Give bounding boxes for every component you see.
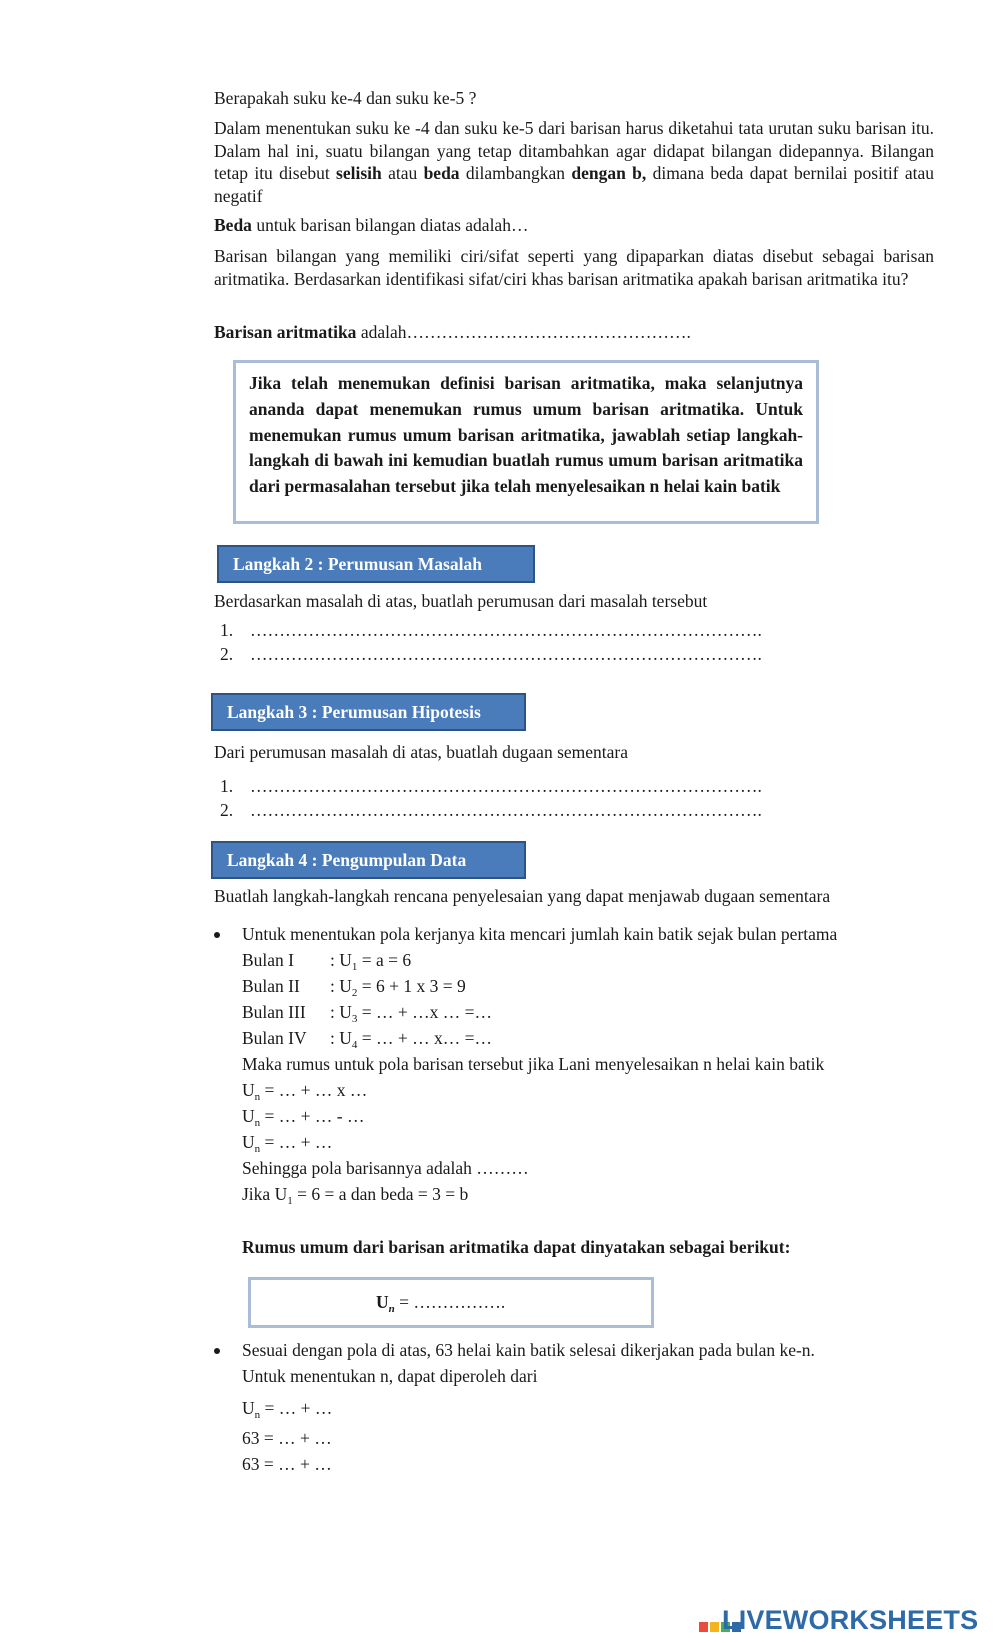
logo-square-yellow xyxy=(710,1622,719,1632)
un-line-2: $U_n$ = … + … - … xyxy=(242,1106,365,1129)
definition-box xyxy=(233,360,819,524)
liveworksheets-logo xyxy=(698,1605,978,1635)
formula-answer-box[interactable] xyxy=(248,1277,654,1328)
barisan-definition-blank: Barisan aritmatika adalah…………………………………………. xyxy=(214,322,691,342)
step-3-item-2-blank: ……………………………………………………………………………. xyxy=(250,800,762,820)
maka-text: Maka rumus untuk pola barisan tersebut jika Lani menyelesaikan n helai kain batik xyxy=(242,1054,825,1074)
final-un-line: $U_n$ = … + … xyxy=(242,1398,333,1421)
step-2-item-1-num: 1. xyxy=(220,620,234,640)
step-2-header: Langkah 2 : Perumusan Masalah xyxy=(217,545,535,583)
step-3-item-1-num: 1. xyxy=(220,776,234,796)
month-2-label: Bulan II xyxy=(242,976,300,996)
bullet-2-line-1: Sesuai dengan pola di atas, 63 helai kain batik selesai dikerjakan pada bulan ke-n. xyxy=(242,1340,815,1360)
step-3-header: Langkah 3 : Perumusan Hipotesis xyxy=(211,693,526,731)
step-4-header: Langkah 4 : Pengumpulan Data xyxy=(211,841,526,879)
un-line-1: $U_n$ = … + … x … xyxy=(242,1080,368,1103)
month-1-label: Bulan I xyxy=(242,950,295,970)
formula-text: $U_n$ = ……………. xyxy=(376,1292,506,1315)
definition-box-text: Jika telah menemukan definisi barisan aritmatika, maka selanjutnya ananda dapat menemukan rumus umum barisan aritmatika. Untuk menemukan rumus umum barisan aritmatika, jawablah setiap langkah-langkah di bawah ini kemudian buatlah rumus umum barisan aritmatika dari permasalahan tersebut jika telah menyelesaikan n helai kain batik xyxy=(249,373,803,497)
month-4-formula: : $U_4$ = … + … x… =… xyxy=(330,1028,492,1051)
jika-text: Jika $U_1 = 6 = a$ dan beda = 3 = b xyxy=(242,1184,469,1207)
explanation-paragraph: Dalam menentukan suku ke -4 dan suku ke-5 dari barisan harus diketahui tata urutan suku barisan itu. Dalam hal ini, suatu bilangan yang tetap ditambahkan agar didapat bilangan didepannya. Bilangan tetap itu disebut selisih atau beda dilambangkan dengan b, dimana beda dapat bernilai positif atau negatif xyxy=(214,118,934,206)
barisan-paragraph: Barisan bilangan yang memiliki ciri/sifat seperti yang dipaparkan diatas disebut sebagai barisan aritmatika. Berdasarkan identifikasi sifat/ciri khas barisan aritmatika apakah barisan aritmatika itu? xyxy=(214,246,934,289)
un-line-3: $U_n$ = … + … xyxy=(242,1132,333,1155)
step-3-item-2-num: 2. xyxy=(220,800,234,820)
bullet-1-text: Untuk menentukan pola kerjanya kita mencari jumlah kain batik sejak bulan pertama xyxy=(242,924,838,944)
final-line-1: 63 = … + … xyxy=(242,1428,332,1448)
step-3-instruction: Dari perumusan masalah di atas, buatlah dugaan sementara xyxy=(214,742,629,762)
month-3-formula: : $U_3$ = … + …x … =… xyxy=(330,1002,492,1025)
step-3-item-1-blank: ……………………………………………………………………………. xyxy=(250,776,762,796)
step-4-instruction: Buatlah langkah-langkah rencana penyelesaian yang dapat menjawab dugaan sementara xyxy=(214,886,831,906)
step-2-item-2-num: 2. xyxy=(220,644,234,664)
logo-grid-icon xyxy=(698,1609,720,1633)
bullet-2-line-2: Untuk menentukan n, dapat diperoleh dari xyxy=(242,1366,538,1386)
month-4-label: Bulan IV xyxy=(242,1028,307,1048)
step-2-instruction: Berdasarkan masalah di atas, buatlah perumusan dari masalah tersebut xyxy=(214,591,708,611)
bullet-2 xyxy=(214,1348,220,1354)
question-text: Berapakah suku ke-4 dan suku ke-5 ? xyxy=(214,88,477,108)
month-2-formula: : $U_2 = 6 + 1$ x 3 = 9 xyxy=(330,976,466,999)
month-1-formula: : $U_1 = a = 6$ xyxy=(330,950,412,973)
sehingga-text: Sehingga pola barisannya adalah ……… xyxy=(242,1158,529,1178)
step-2-item-2-blank: ……………………………………………………………………………. xyxy=(250,644,762,664)
step-2-item-1-blank: ……………………………………………………………………………. xyxy=(250,620,762,640)
final-line-2: 63 = … + … xyxy=(242,1454,332,1474)
logo-square-red xyxy=(699,1622,708,1632)
bullet-1 xyxy=(214,932,220,938)
rumus-heading: Rumus umum dari barisan aritmatika dapat dinyatakan sebagai berikut: xyxy=(242,1237,791,1257)
logo-text: LIVEWORKSHEETS xyxy=(722,1605,979,1635)
month-3-label: Bulan III xyxy=(242,1002,306,1022)
beda-question: Beda untuk barisan bilangan diatas adalah… xyxy=(214,215,529,235)
